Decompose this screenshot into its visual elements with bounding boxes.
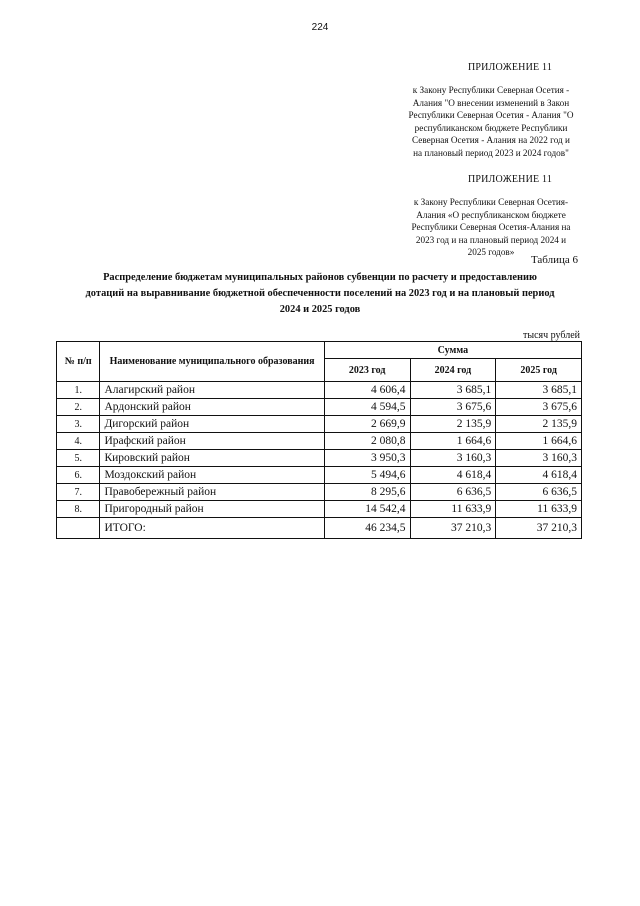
row-value-2025: 2 135,9 — [496, 416, 582, 433]
total-value-2024: 37 210,3 — [410, 518, 496, 539]
appendix-original-line: Алания «О республиканском бюджете — [416, 209, 566, 220]
table-row — [57, 467, 582, 484]
row-number: 3. — [57, 416, 100, 433]
budget-table — [56, 341, 582, 539]
header-name: Наименование муниципального образования — [100, 342, 324, 382]
row-value-2023: 2 669,9 — [324, 416, 410, 433]
row-number: 6. — [57, 467, 100, 484]
appendix-amend-line: Республики Северная Осетия - Алания "О — [408, 110, 574, 121]
row-value-2024: 6 636,5 — [410, 484, 496, 501]
row-number: 2. — [57, 399, 100, 416]
row-value-2025: 11 633,9 — [496, 501, 582, 518]
total-value-2023: 46 234,5 — [324, 518, 410, 539]
row-number: 5. — [57, 450, 100, 467]
table-total-row — [57, 518, 582, 539]
appendix-amend-line: республиканском бюджете Республики — [414, 122, 568, 133]
appendix-amend-line: на плановый период 2023 и 2024 годов" — [413, 147, 569, 158]
row-name: Правобережный район — [100, 484, 324, 501]
appendix-original-line: 2023 год и на плановый период 2024 и — [415, 234, 567, 245]
row-name: Дигорский район — [100, 416, 324, 433]
row-value-2025: 6 636,5 — [496, 484, 582, 501]
row-value-2023: 4 606,4 — [324, 382, 410, 399]
row-value-2023: 5 494,6 — [324, 467, 410, 484]
page-number: 224 — [311, 22, 329, 33]
table-row — [57, 501, 582, 518]
row-value-2023: 4 594,5 — [324, 399, 410, 416]
appendix-original-line: Республики Северная Осетия-Алания на — [411, 222, 571, 233]
row-value-2023: 8 295,6 — [324, 484, 410, 501]
table-row — [57, 416, 582, 433]
row-name: Пригородный район — [100, 501, 324, 518]
row-value-2024: 11 633,9 — [410, 501, 496, 518]
document-title-line: 2024 и 2025 годов — [279, 304, 361, 315]
appendix-amend-text — [396, 84, 586, 160]
total-number-cell — [57, 518, 100, 539]
table-header-row — [57, 342, 582, 359]
table-row — [57, 433, 582, 450]
total-label: ИТОГО: — [100, 518, 324, 539]
header-sum: Сумма — [324, 342, 581, 359]
row-value-2025: 1 664,6 — [496, 433, 582, 450]
row-value-2024: 2 135,9 — [410, 416, 496, 433]
appendix-original-line: к Закону Республики Северная Осетия- — [413, 197, 569, 207]
header-year-2023: 2023 год — [324, 359, 410, 382]
row-value-2024: 3 675,6 — [410, 399, 496, 416]
appendix-original-line: 2025 годов» — [467, 247, 515, 258]
row-name: Моздокский район — [100, 467, 324, 484]
document-title-line: дотаций на выравнивание бюджетной обеспеченности поселений на 2023 год и на плановый период — [85, 288, 555, 299]
document-title-line: Распределение бюджетам муниципальных районов субвенции по расчету и предоставлению — [103, 272, 537, 283]
row-value-2024: 4 618,4 — [410, 467, 496, 484]
row-value-2023: 14 542,4 — [324, 501, 410, 518]
table-label: Таблица 6 — [530, 254, 578, 266]
row-number: 4. — [57, 433, 100, 450]
row-name: Кировский район — [100, 450, 324, 467]
header-number: № п/п — [57, 342, 100, 382]
row-name: Ирафский район — [100, 433, 324, 450]
row-value-2025: 3 160,3 — [496, 450, 582, 467]
row-name: Алагирский район — [100, 382, 324, 399]
table-row — [57, 399, 582, 416]
appendix-amend-title: ПРИЛОЖЕНИЕ 11 — [467, 62, 553, 73]
row-name: Ардонский район — [100, 399, 324, 416]
row-value-2024: 3 685,1 — [410, 382, 496, 399]
document-title — [52, 270, 588, 318]
units-label: тысяч рублей — [522, 330, 580, 341]
row-value-2024: 1 664,6 — [410, 433, 496, 450]
appendix-original-text — [396, 196, 586, 259]
appendix-amend-line: к Закону Республики Северная Осетия - — [412, 85, 570, 95]
appendix-amend-line: Алания "О внесении изменений в Закон — [412, 97, 570, 108]
row-value-2023: 2 080,8 — [324, 433, 410, 450]
appendix-amend-line: Северная Осетия - Алания на 2022 год и — [412, 135, 570, 146]
table-row — [57, 450, 582, 467]
appendix-original-title: ПРИЛОЖЕНИЕ 11 — [467, 174, 553, 185]
row-value-2025: 4 618,4 — [496, 467, 582, 484]
table-row — [57, 382, 582, 399]
row-value-2023: 3 950,3 — [324, 450, 410, 467]
header-year-2025: 2025 год — [496, 359, 582, 382]
row-value-2025: 3 675,6 — [496, 399, 582, 416]
total-value-2025: 37 210,3 — [496, 518, 582, 539]
row-value-2025: 3 685,1 — [496, 382, 582, 399]
header-year-2024: 2024 год — [410, 359, 496, 382]
row-value-2024: 3 160,3 — [410, 450, 496, 467]
row-number: 8. — [57, 501, 100, 518]
row-number: 1. — [57, 382, 100, 399]
table-row — [57, 484, 582, 501]
row-number: 7. — [57, 484, 100, 501]
